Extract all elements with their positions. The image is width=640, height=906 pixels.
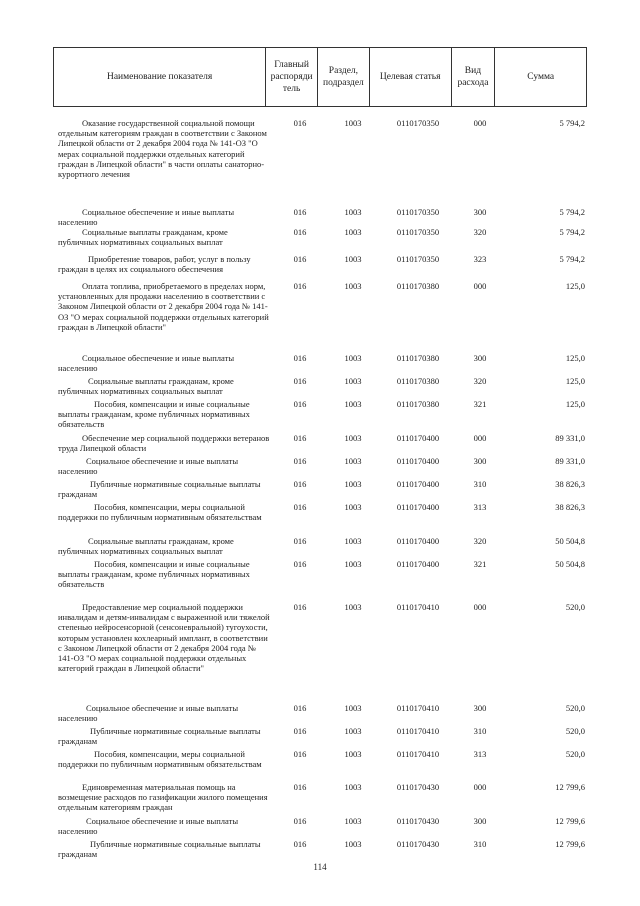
table-body: Оказание государственной социальной помощи отдельным категориям граждан в соответствии с Законом Липецкой области от 2 декабря 2004 года № 141-ОЗ "О мерах социальной поддержки отдельных категорий граждан в Липецкой области" в части оплаты санаторно-курортного лечения 016 1003 0110170350 000 5 794,2 Социальное обеспечение и иные выплаты населению 016 1003 0110170350 300 5 794,2 Социальные выплаты гражданам, кроме публичных нормативных социальных выплат 016 1003 0110170350 320 5 794,2 Приобретение товаров, работ, услуг в пользу граждан в целях их социального обеспечения 016 1003 0110170350 323 5 794,2 Оплата топлива, приобретаемого в пределах норм, установленных для продажи населению в соответствии с Законом Липецкой области от 2 декабря 2004 года № 141-ОЗ "О мерах социальной поддержки отдельных категорий граждан в Липецкой области" 016 1003 0110170380 000 125,0 Социальное обеспечение и иные выплаты населению 016 1003 0110170380 300 125,0 Социальные выплаты гражданам, кроме публичных нормативных социальных выплат 016 1003 0110170380 320 125,0 Пособия, компенсации и иные социальные выплаты гражданам, кроме публичных нормативных обязательств 016 1003 0110170380 321 125,0 Обеспечение мер социальной поддержки ветеранов труда Липецкой области 016 1003 0110170400 000 89 331,0 Социальное обеспечение и иные выплаты населению 016 1003 0110170400 300 89 331,0 Публичные нормативные социальные выплаты гражданам 016 1003 0110170400 310 38 826,3 Пособия, компенсации, меры социальной поддержки по публичным нормативным обязательствам 016 1003 0110170400 313 38 826,3 Социальные выплаты гражданам, кроме публичных нормативных социальных выплат 016 1003 0110170400 320 50 504,8 Пособия, компенсации и иные социальные выплаты гражданам, кроме публичных нормативных обязательств 016 1003 0110170400 321 50 504,8 Предоставление мер социальной поддержки инвалидам и детям-инвалидам с выраженной или тяжелой степенью нейросенсорной (сенсоневральной) тугоухости, которым установлен кохлеарный имплант, в соответствии с Законом Липецкой области от 2 декабря 2004 года № 141-ОЗ "О мерах социальной поддержки отдельных категорий граждан в Липецкой области" 016 1003 0110170410 000 520,0 Социальное обеспечение и иные выплаты населению 016 1003 0110170410 300 520,0 Публичные нормативные социальные выплаты гражданам 016 1003 0110170410 310 520,0 Пособия, компенсации, меры социальной поддержки по публичным нормативным обязательствам 016 1003 0110170410 313 520,0 Единовременная материальная помощь на возмещение расходов по газификации жилого помещения отдельным категориям граждан 016 1003 0110170430 000 12 799,6 Социальное обеспечение и иные выплаты населению 016 1003 0110170430 300 12 799,6 Публичные нормативные социальные выплаты гражданам 016 1003 0110170430 310 12 799,6 (58, 118, 585, 860)
page-number: 114 (313, 862, 327, 872)
header-name: Наименование показателя (106, 72, 213, 82)
header-target: Целевая статья (369, 48, 451, 106)
header-sum: Сумма (494, 48, 586, 106)
header-grbs: Главный распоряди тель (265, 48, 317, 106)
header-vid: Вид расхода (451, 48, 495, 106)
header-section: Раздел, подраздел (317, 48, 369, 106)
